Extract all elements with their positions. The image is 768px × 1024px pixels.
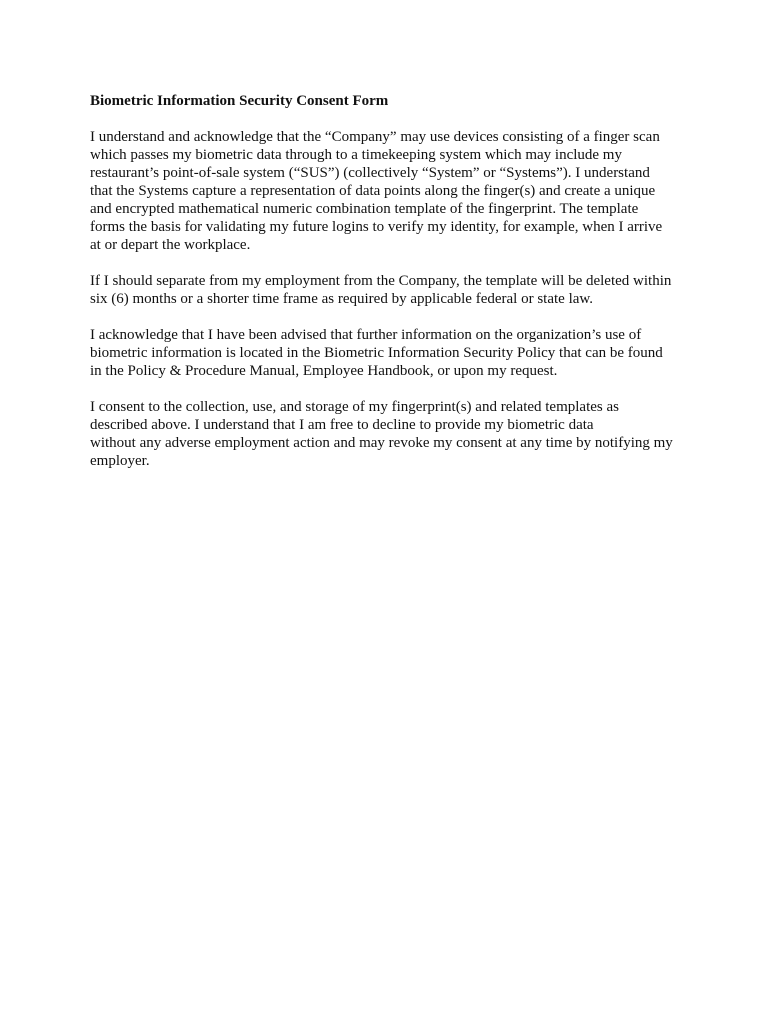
text-line: six (6) months or a shorter time frame as required by applicable federal or state law. (90, 291, 594, 307)
text-line: which passes my biometric data through to a timekeeping system which may include my (90, 147, 622, 163)
paragraph-consent (90, 398, 690, 470)
paragraph-separation (90, 272, 690, 308)
text-line: If I should separate from my employment from the Company, the template will be deleted within (90, 273, 672, 289)
document-body (90, 92, 690, 488)
text-line: forms the basis for validating my future logins to verify my identity, for example, when I arrive (90, 219, 663, 235)
text-line: biometric information is located in the Biometric Information Security Policy that can be found (90, 345, 663, 361)
text-line: I acknowledge that I have been advised that further information on the organization’s use of (90, 327, 642, 343)
text-line: employer. (90, 453, 150, 469)
text-line: without any adverse employment action and may revoke my consent at any time by notifying my (90, 435, 673, 451)
paragraph-policy-notice (90, 326, 690, 380)
text-line: in the Policy & Procedure Manual, Employee Handbook, or upon my request. (90, 363, 558, 379)
text-line: restaurant’s point-of-sale system (“SUS”) (collectively “System” or “Systems”). I understand (90, 165, 650, 181)
text-line: at or depart the workplace. (90, 237, 251, 253)
document-title: Biometric Information Security Consent Form (90, 93, 389, 109)
paragraph-device-usage (90, 128, 690, 254)
text-line: and encrypted mathematical numeric combination template of the fingerprint. The template (90, 201, 639, 217)
text-line: I consent to the collection, use, and storage of my fingerprint(s) and related templates as (90, 399, 619, 415)
text-line: I understand and acknowledge that the “Company” may use devices consisting of a finger scan (90, 129, 660, 145)
text-line: described above. I understand that I am free to decline to provide my biometric data (90, 417, 594, 433)
text-line: that the Systems capture a representation of data points along the finger(s) and create a unique (90, 183, 656, 199)
